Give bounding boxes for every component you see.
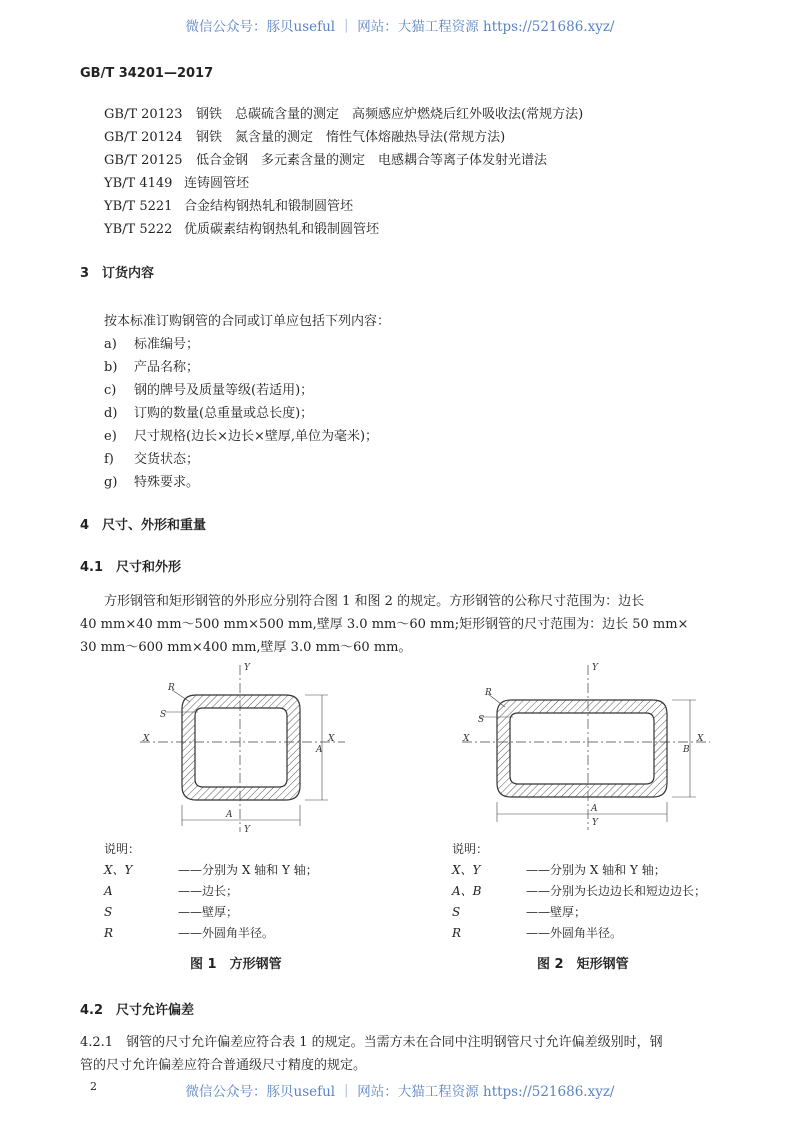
legend-text: ——分别为 X 轴和 Y 轴； [526,863,666,877]
legend-title: 说明： [452,842,489,856]
label-y-bottom: Y [244,825,250,835]
label-x-right: X [697,734,704,744]
item-text: 产品名称； [134,360,200,375]
item-key: a) [104,337,117,352]
legend-item [104,861,318,879]
legend-key: S [104,905,113,919]
legend-text: ——壁厚； [178,905,239,919]
watermark-header: 微信公众号：豚贝useful ｜ 网站：大猫工程资源 https://521686.xyz/ [185,19,615,35]
label-s: S [160,710,167,720]
legend-item [452,924,622,942]
label-a-vertical: A [316,745,323,755]
figure-2-rect-tube [462,663,710,830]
item-key: b) [104,360,118,375]
label-y-top: Y [244,663,250,673]
section-3-heading: 3 订货内容 [80,266,155,281]
legend-key: R [104,926,114,940]
reference-code: GB/T 20123 [104,107,183,122]
label-x-left: X [143,734,150,744]
legend-text: ——边长； [178,884,239,898]
figure-1-square-tube [140,663,345,835]
label-y-top: Y [592,663,598,673]
reference-title: 钢铁 总碳硫含量的测定 高频感应炉燃烧后红外吸收法(常规方法) [196,107,584,122]
section-3-intro: 按本标准订购钢管的合同或订单应包括下列内容： [104,314,391,329]
para-line: 30 mm～600 mm×400 mm,壁厚 3.0 mm～60 mm。 [80,640,412,655]
reference-title: 低合金钢 多元素含量的测定 电感耦合等离子体发射光谱法 [196,153,548,168]
item-text: 钢的牌号及质量等级(若适用)； [134,383,314,398]
label-b: B [683,745,690,755]
legend-text: ——壁厚； [526,905,587,919]
label-r: R [485,688,492,698]
para-line: 方形钢管和矩形钢管的外形应分别符合图 1 和图 2 的规定。方形钢管的公称尺寸范围为：边长 [104,594,645,609]
item-text: 特殊要求。 [134,475,200,490]
legend-key: R [452,926,462,940]
legend-text: ——分别为长边边长和短边边长； [526,884,707,898]
item-key: g) [104,475,118,490]
item-text: 订购的数量(总重量或总长度)； [134,406,314,421]
legend-item [104,924,274,942]
legend-text: ——外圆角半径。 [526,926,623,940]
item-text: 尺寸规格(边长×边长×壁厚,单位为毫米)； [134,429,379,444]
doc-id: GB/T 34201—2017 [80,66,214,81]
watermark-footer: 微信公众号：豚贝useful ｜ 网站：大猫工程资源 https://521686.xyz/ [185,1084,615,1100]
section-4-1-heading: 4.1 尺寸和外形 [80,560,182,575]
reference-code: YB/T 5221 [104,199,173,214]
label-a: A [226,810,233,820]
item-text: 标准编号； [134,337,200,352]
label-s: S [478,715,485,725]
legend-item [104,882,238,900]
figure-1-caption: 图 1 方形钢管 [190,957,282,972]
item-text: 交货状态； [134,452,200,467]
legend-key: X、Y [452,863,481,877]
label-y-bottom: Y [592,818,598,828]
legend-key: A [104,884,113,898]
reference-code: YB/T 5222 [104,222,173,237]
para-line: 40 mm×40 mm～500 mm×500 mm,壁厚 3.0 mm～60 mm;矩形钢管的尺寸范围为：边长 50 mm× [80,617,689,632]
item-key: e) [104,429,117,444]
reference-title: 钢铁 氮含量的测定 惰性气体熔融热导法(常规方法) [196,130,506,145]
legend-item [452,882,706,900]
legend-key: X、Y [104,863,133,877]
section-4-2-heading: 4.2 尺寸允许偏差 [80,1003,195,1018]
legend-item [104,903,238,921]
legend-text: ——外圆角半径。 [178,926,275,940]
legend-title: 说明： [104,842,141,856]
legend-key: A、B [452,884,482,898]
reference-code: GB/T 20124 [104,130,183,145]
legend-item [452,861,666,879]
reference-title: 连铸圆管坯 [184,176,250,191]
para-line: 4.2.1 钢管的尺寸允许偏差应符合表 1 的规定。当需方未在合同中注明钢管尺寸允许偏差级别时，钢 [80,1035,663,1050]
page-number: 2 [90,1080,97,1093]
item-key: c) [104,383,117,398]
reference-code: YB/T 4149 [104,176,173,191]
item-key: f) [104,452,114,467]
section-4-heading: 4 尺寸、外形和重量 [80,518,207,533]
reference-title: 优质碳素结构钢热轧和锻制圆管坯 [184,222,380,237]
legend-key: S [452,905,461,919]
label-a: A [591,804,598,814]
legend-text: ——分别为 X 轴和 Y 轴； [178,863,318,877]
legend-item [452,903,586,921]
para-line: 管的尺寸允许偏差应符合普通级尺寸精度的规定。 [80,1058,367,1073]
reference-title: 合金结构钢热轧和锻制圆管坯 [184,199,354,214]
reference-code: GB/T 20125 [104,153,183,168]
label-x-right: X [328,734,335,744]
label-x-left: X [463,734,470,744]
item-key: d) [104,406,118,421]
figure-2-caption: 图 2 矩形钢管 [537,957,629,972]
label-r: R [168,683,175,693]
